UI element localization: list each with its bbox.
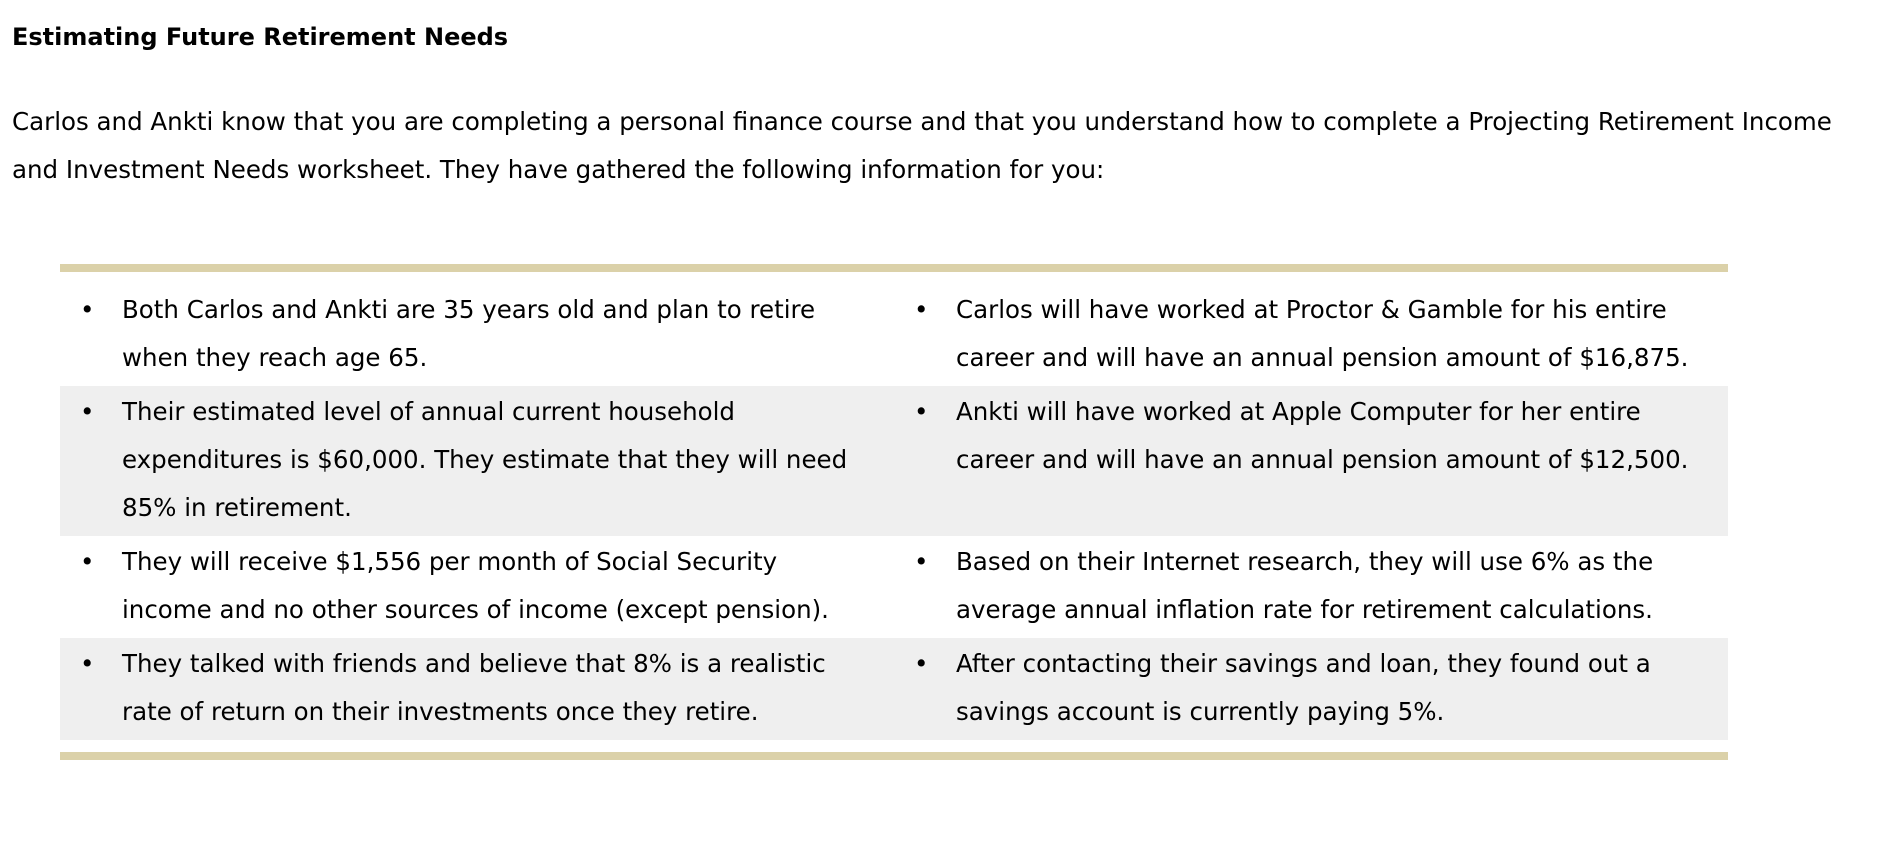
table-row xyxy=(60,386,1728,536)
page-title: Estimating Future Retirement Needs xyxy=(12,23,509,51)
list-item-text: Based on their Internet research, they will use 6% as the average annual inflation rate for retirement calculations. xyxy=(956,547,1654,624)
intro-paragraph: Carlos and Ankti know that you are completing a personal finance course and that you understand how to complete a Projecting Retirement Income and Investment Needs worksheet. They have gathered the following information for you: xyxy=(12,107,1832,184)
list-item xyxy=(60,536,894,638)
list-item-text: Both Carlos and Ankti are 35 years old and plan to retire when they reach age 65. xyxy=(122,295,816,372)
list-item-text: They will receive $1,556 per month of Social Security income and no other sources of income (except pension). xyxy=(122,547,829,624)
list-item-text: Their estimated level of annual current household expenditures is $60,000. They estimate that they will need 85% in retirement. xyxy=(122,397,848,522)
list-item-text: Ankti will have worked at Apple Computer for her entire career and will have an annual pension amount of $12,500. xyxy=(956,397,1689,474)
bullet-icon: • xyxy=(80,649,95,678)
bullet-icon: • xyxy=(80,547,95,576)
table-row xyxy=(60,536,1728,638)
bullet-icon: • xyxy=(914,397,929,426)
bullet-icon: • xyxy=(80,295,95,324)
list-item-text: After contacting their savings and loan, they found out a savings account is currently paying 5%. xyxy=(956,649,1651,726)
table-row xyxy=(60,638,1728,740)
list-item xyxy=(894,638,1728,740)
table-row xyxy=(60,284,1728,386)
bullet-icon: • xyxy=(80,397,95,426)
list-item xyxy=(894,284,1728,386)
list-item xyxy=(894,386,1728,536)
bullet-icon: • xyxy=(914,547,929,576)
list-item xyxy=(60,638,894,740)
info-table xyxy=(60,264,1728,760)
list-item-text: Carlos will have worked at Proctor & Gamble for his entire career and will have an annual pension amount of $16,875. xyxy=(956,295,1689,372)
list-item xyxy=(894,536,1728,638)
list-item xyxy=(60,386,894,536)
bullet-icon: • xyxy=(914,295,929,324)
bullet-icon: • xyxy=(914,649,929,678)
list-item xyxy=(60,284,894,386)
list-item-text: They talked with friends and believe that 8% is a realistic rate of return on their investments once they retire. xyxy=(122,649,826,726)
